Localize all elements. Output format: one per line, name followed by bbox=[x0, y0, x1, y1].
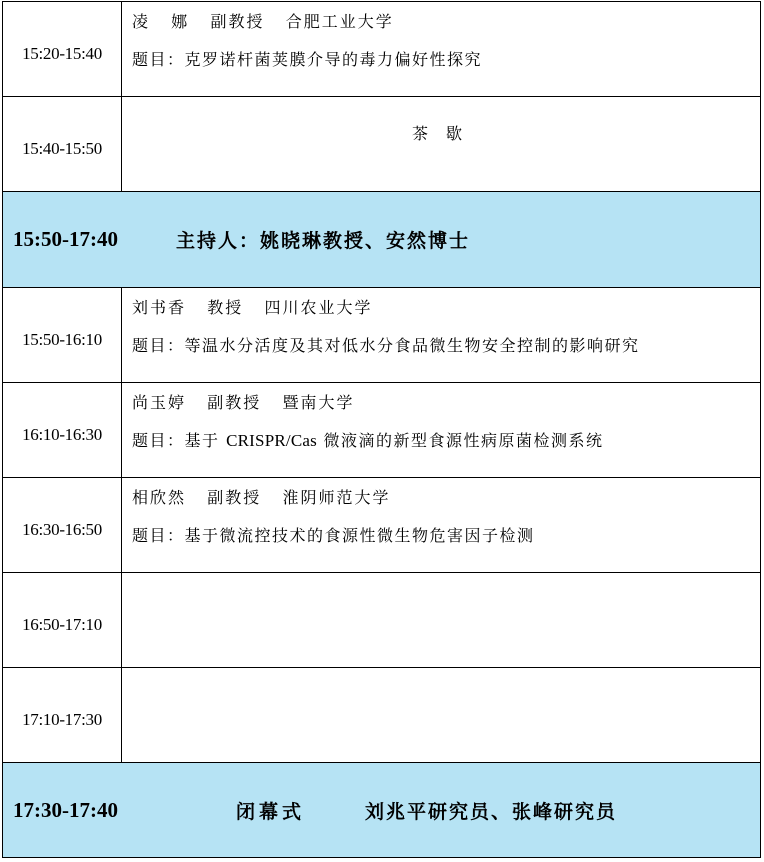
session-time: 15:50-17:40 bbox=[13, 227, 118, 251]
schedule-row-talk bbox=[3, 478, 761, 573]
tea-break-label: 茶歇 bbox=[411, 124, 480, 143]
topic-prefix: 题目： bbox=[132, 336, 185, 355]
closing-ceremony-label: 闭幕式 bbox=[235, 800, 305, 823]
schedule-row-talk bbox=[3, 383, 761, 478]
time-slot: 15:40-15:50 bbox=[3, 97, 122, 192]
conference-schedule-table bbox=[2, 1, 761, 858]
talk-details bbox=[122, 478, 761, 573]
schedule-row-empty bbox=[3, 573, 761, 668]
speaker-line: 尚玉婷 副教授 暨南大学 bbox=[132, 393, 355, 412]
topic-title-latin: CRISPR/Cas bbox=[226, 431, 317, 450]
topic-prefix: 题目： bbox=[132, 526, 185, 545]
topic-line bbox=[132, 525, 760, 547]
topic-line bbox=[132, 430, 760, 452]
talk-details bbox=[122, 383, 761, 478]
talk-details bbox=[122, 2, 761, 97]
empty-details bbox=[122, 573, 761, 668]
topic-title: 克罗诺杆菌荚膜介导的毒力偏好性探究 bbox=[184, 50, 483, 69]
time-slot: 16:30-16:50 bbox=[3, 478, 122, 573]
topic-title-part: 基于 bbox=[184, 431, 227, 450]
speaker-line: 相欣然 副教授 淮阴师范大学 bbox=[132, 488, 391, 507]
closing-ceremony-hosts: 刘兆平研究员、张峰研究员 bbox=[365, 800, 618, 823]
topic-line bbox=[132, 49, 760, 71]
session-host: 主持人：姚晓琳教授、安然博士 bbox=[175, 230, 470, 252]
schedule-row-empty bbox=[3, 668, 761, 763]
schedule-row-talk bbox=[3, 288, 761, 383]
time-slot: 15:20-15:40 bbox=[3, 2, 122, 97]
topic-title: 等温水分活度及其对低水分食品微生物安全控制的影响研究 bbox=[184, 336, 640, 355]
speaker-line: 刘书香 教授 四川农业大学 bbox=[132, 298, 373, 317]
time-slot: 16:50-17:10 bbox=[3, 573, 122, 668]
topic-prefix: 题目： bbox=[132, 50, 185, 69]
schedule-row-break bbox=[3, 97, 761, 192]
closing-ceremony-row bbox=[3, 763, 761, 858]
topic-line bbox=[132, 335, 760, 357]
session-time: 17:30-17:40 bbox=[13, 797, 118, 822]
break-cell bbox=[122, 97, 761, 192]
empty-details bbox=[122, 668, 761, 763]
topic-prefix: 题目： bbox=[132, 431, 185, 450]
time-slot: 16:10-16:30 bbox=[3, 383, 122, 478]
topic-title-part: 微液滴的新型食源性病原菌检测系统 bbox=[316, 431, 604, 450]
speaker-line: 凌 娜 副教授 合肥工业大学 bbox=[132, 12, 394, 31]
session-header-cell bbox=[3, 763, 761, 858]
session-header-cell bbox=[3, 192, 761, 288]
session-header-row bbox=[3, 192, 761, 288]
topic-title: 基于微流控技术的食源性微生物危害因子检测 bbox=[184, 526, 535, 545]
time-slot: 17:10-17:30 bbox=[3, 668, 122, 763]
time-slot: 15:50-16:10 bbox=[3, 288, 122, 383]
schedule-row-talk bbox=[3, 2, 761, 97]
talk-details bbox=[122, 288, 761, 383]
